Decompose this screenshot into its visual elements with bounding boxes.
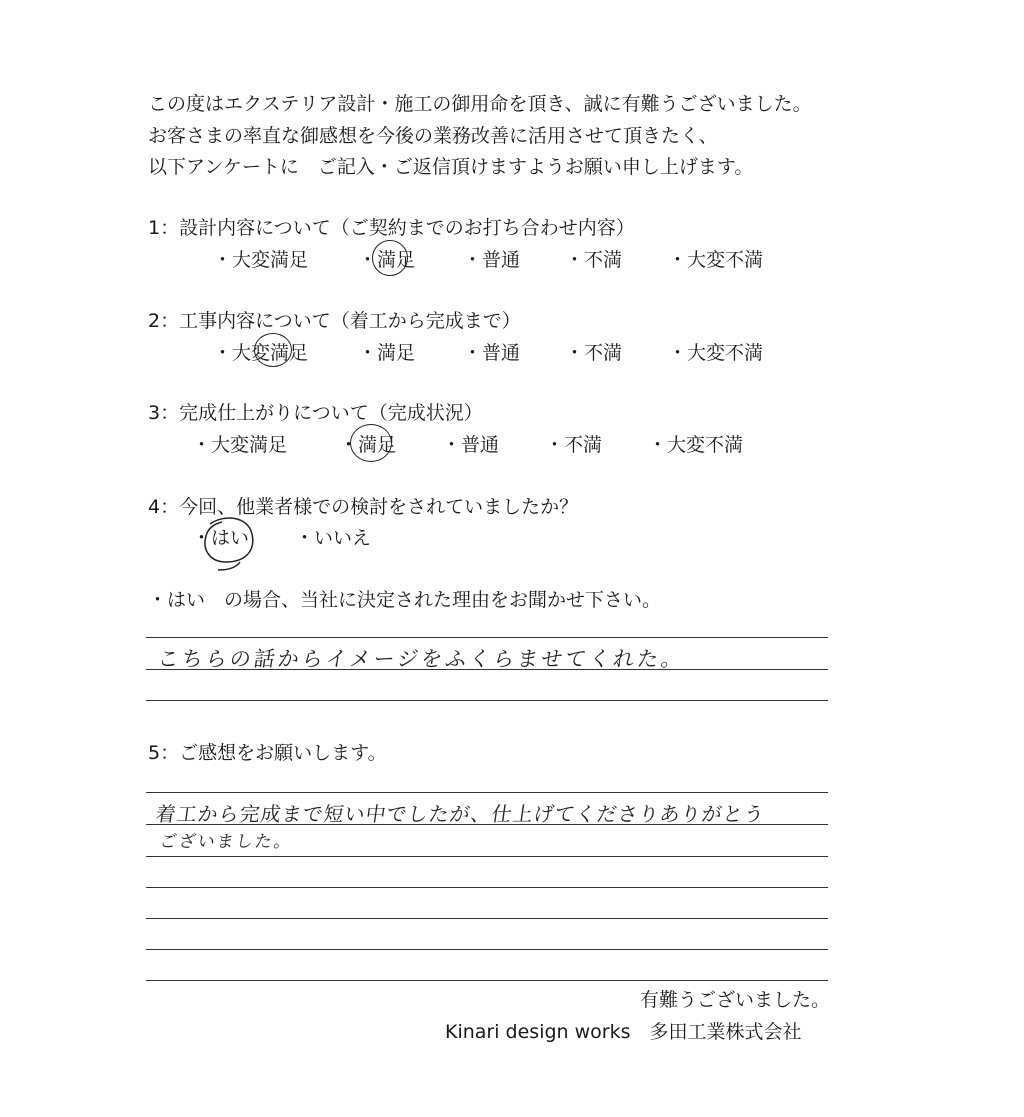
q3-option-very-satisfied[interactable]: ・大変満足 <box>192 434 288 456</box>
q1-selection-circle <box>372 240 408 276</box>
q3-option-very-dissatisfied[interactable]: ・大変不満 <box>648 434 744 456</box>
q5-line-5 <box>146 918 828 919</box>
footer-thanks: 有難うございました。 <box>640 989 831 1011</box>
q2-option-very-satisfied[interactable]: ・大変満足 <box>213 342 309 364</box>
q4-option-no[interactable]: ・いいえ <box>295 527 372 549</box>
intro-line-3: 以下アンケートに ご記入・ご返信頂けますようお願い申し上げます。 <box>148 156 754 178</box>
intro-line-2: お客さまの率直な御感想を今後の業務改善に活用させて頂きたく、 <box>148 125 718 147</box>
question-1-label: 1：設計内容について（ご契約までのお打ち合わせ内容） <box>148 217 635 239</box>
reason-prompt: ・はい の場合、当社に決定された理由をお聞かせ下さい。 <box>148 589 662 611</box>
q5-line-1 <box>146 792 828 793</box>
q2-option-dissatisfied[interactable]: ・不満 <box>565 342 623 364</box>
intro-line-1: この度はエクステリア設計・施工の御用命を頂き、誠に有難うございました。 <box>148 93 812 115</box>
q1-option-very-dissatisfied[interactable]: ・大変不満 <box>668 249 764 271</box>
q3-option-normal[interactable]: ・普通 <box>442 434 500 456</box>
footer-company: Kinari design works 多田工業株式会社 <box>445 1021 802 1043</box>
q5-line-7 <box>146 980 828 981</box>
q5-answer-line-1[interactable]: 着工から完成まで短い中でしたが、仕上げてくださりありがとう <box>154 802 767 826</box>
q5-line-4 <box>146 887 828 888</box>
q5-answer-line-2[interactable]: ございました。 <box>158 832 295 852</box>
q1-option-satisfied[interactable]: ・満足 <box>358 249 416 271</box>
question-3-label: 3：完成仕上がりについて（完成状況） <box>148 402 483 424</box>
reason-answer[interactable]: こちらの話からイメージをふくらませてくれた。 <box>156 647 687 671</box>
q1-option-very-satisfied[interactable]: ・大変満足 <box>213 249 309 271</box>
q2-selection-circle <box>254 333 292 367</box>
q4-selection-circle <box>196 512 266 576</box>
reason-line-1 <box>146 637 828 638</box>
question-4-label: 4：今回、他業者様での検討をされていましたか？ <box>148 496 579 518</box>
q3-option-dissatisfied[interactable]: ・不満 <box>545 434 603 456</box>
q1-option-dissatisfied[interactable]: ・不満 <box>565 249 623 271</box>
q2-option-satisfied[interactable]: ・満足 <box>358 342 416 364</box>
q2-option-very-dissatisfied[interactable]: ・大変不満 <box>668 342 764 364</box>
reason-line-3 <box>146 700 828 701</box>
q5-line-6 <box>146 949 828 950</box>
q3-option-satisfied[interactable]: ・満足 <box>339 434 397 456</box>
question-2-label: 2：工事内容について（着工から完成まで） <box>148 310 521 332</box>
q5-line-3 <box>146 856 828 857</box>
q4-option-yes[interactable]: ・はい <box>192 527 250 549</box>
q2-option-normal[interactable]: ・普通 <box>463 342 521 364</box>
question-5-label: 5：ご感想をお願いします。 <box>148 742 387 764</box>
q1-option-normal[interactable]: ・普通 <box>463 249 521 271</box>
q3-selection-circle <box>350 424 392 462</box>
